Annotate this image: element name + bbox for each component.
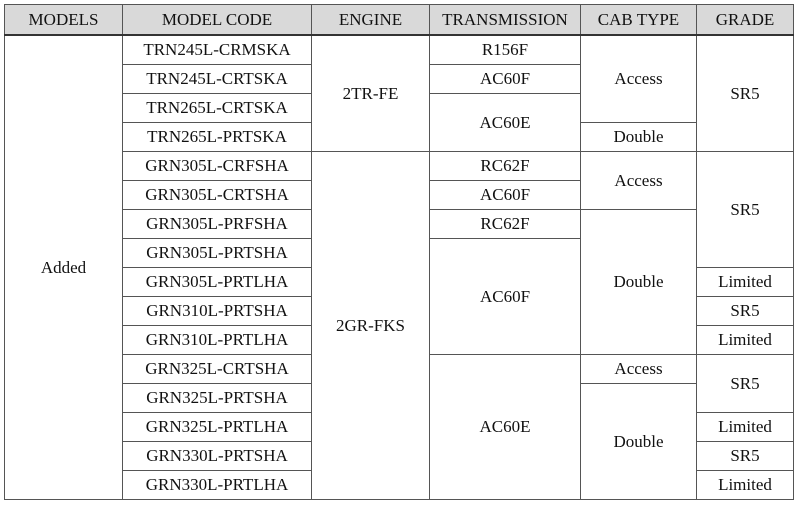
transmission-cell: AC60E: [430, 355, 581, 500]
grade-cell: Limited: [697, 268, 794, 297]
grade-cell: SR5: [697, 355, 794, 413]
transmission-cell: RC62F: [430, 210, 581, 239]
model-code-cell: GRN305L-PRFSHA: [123, 210, 312, 239]
grade-cell: SR5: [697, 442, 794, 471]
grade-cell: Limited: [697, 413, 794, 442]
engine-cell: 2TR-FE: [312, 35, 430, 152]
header-row: [5, 5, 794, 36]
model-code-cell: GRN310L-PRTLHA: [123, 326, 312, 355]
model-code-cell: GRN330L-PRTSHA: [123, 442, 312, 471]
grade-cell: Limited: [697, 326, 794, 355]
grade-cell: SR5: [697, 297, 794, 326]
transmission-cell: AC60F: [430, 65, 581, 94]
model-code-cell: GRN325L-CRTSHA: [123, 355, 312, 384]
transmission-cell: RC62F: [430, 152, 581, 181]
models-table: [4, 4, 794, 500]
table-row: [5, 152, 794, 181]
model-code-cell: GRN305L-PRTSHA: [123, 239, 312, 268]
cab-type-cell: Access: [581, 152, 697, 210]
transmission-cell: R156F: [430, 35, 581, 65]
engine-cell: 2GR-FKS: [312, 152, 430, 500]
model-code-cell: TRN265L-PRTSKA: [123, 123, 312, 152]
model-code-cell: GRN305L-CRFSHA: [123, 152, 312, 181]
model-code-cell: GRN325L-PRTSHA: [123, 384, 312, 413]
cab-type-cell: Double: [581, 384, 697, 500]
grade-cell: SR5: [697, 152, 794, 268]
header-transmission: TRANSMISSION: [430, 5, 581, 36]
model-code-cell: GRN305L-PRTLHA: [123, 268, 312, 297]
cab-type-cell: Double: [581, 210, 697, 355]
header-model-code: MODEL CODE: [123, 5, 312, 36]
model-code-cell: TRN265L-CRTSKA: [123, 94, 312, 123]
transmission-cell: AC60E: [430, 94, 581, 152]
model-code-cell: GRN305L-CRTSHA: [123, 181, 312, 210]
cab-type-cell: Access: [581, 35, 697, 123]
model-code-cell: GRN330L-PRTLHA: [123, 471, 312, 500]
cab-type-cell: Access: [581, 355, 697, 384]
model-code-cell: GRN310L-PRTSHA: [123, 297, 312, 326]
grade-cell: SR5: [697, 35, 794, 152]
header-engine: ENGINE: [312, 5, 430, 36]
transmission-cell: AC60F: [430, 239, 581, 355]
transmission-cell: AC60F: [430, 181, 581, 210]
header-models: MODELS: [5, 5, 123, 36]
model-code-cell: GRN325L-PRTLHA: [123, 413, 312, 442]
table-row: [5, 35, 794, 65]
models-cell: Added: [5, 35, 123, 500]
model-code-cell: TRN245L-CRTSKA: [123, 65, 312, 94]
model-code-cell: TRN245L-CRMSKA: [123, 35, 312, 65]
header-cab-type: CAB TYPE: [581, 5, 697, 36]
grade-cell: Limited: [697, 471, 794, 500]
cab-type-cell: Double: [581, 123, 697, 152]
header-grade: GRADE: [697, 5, 794, 36]
